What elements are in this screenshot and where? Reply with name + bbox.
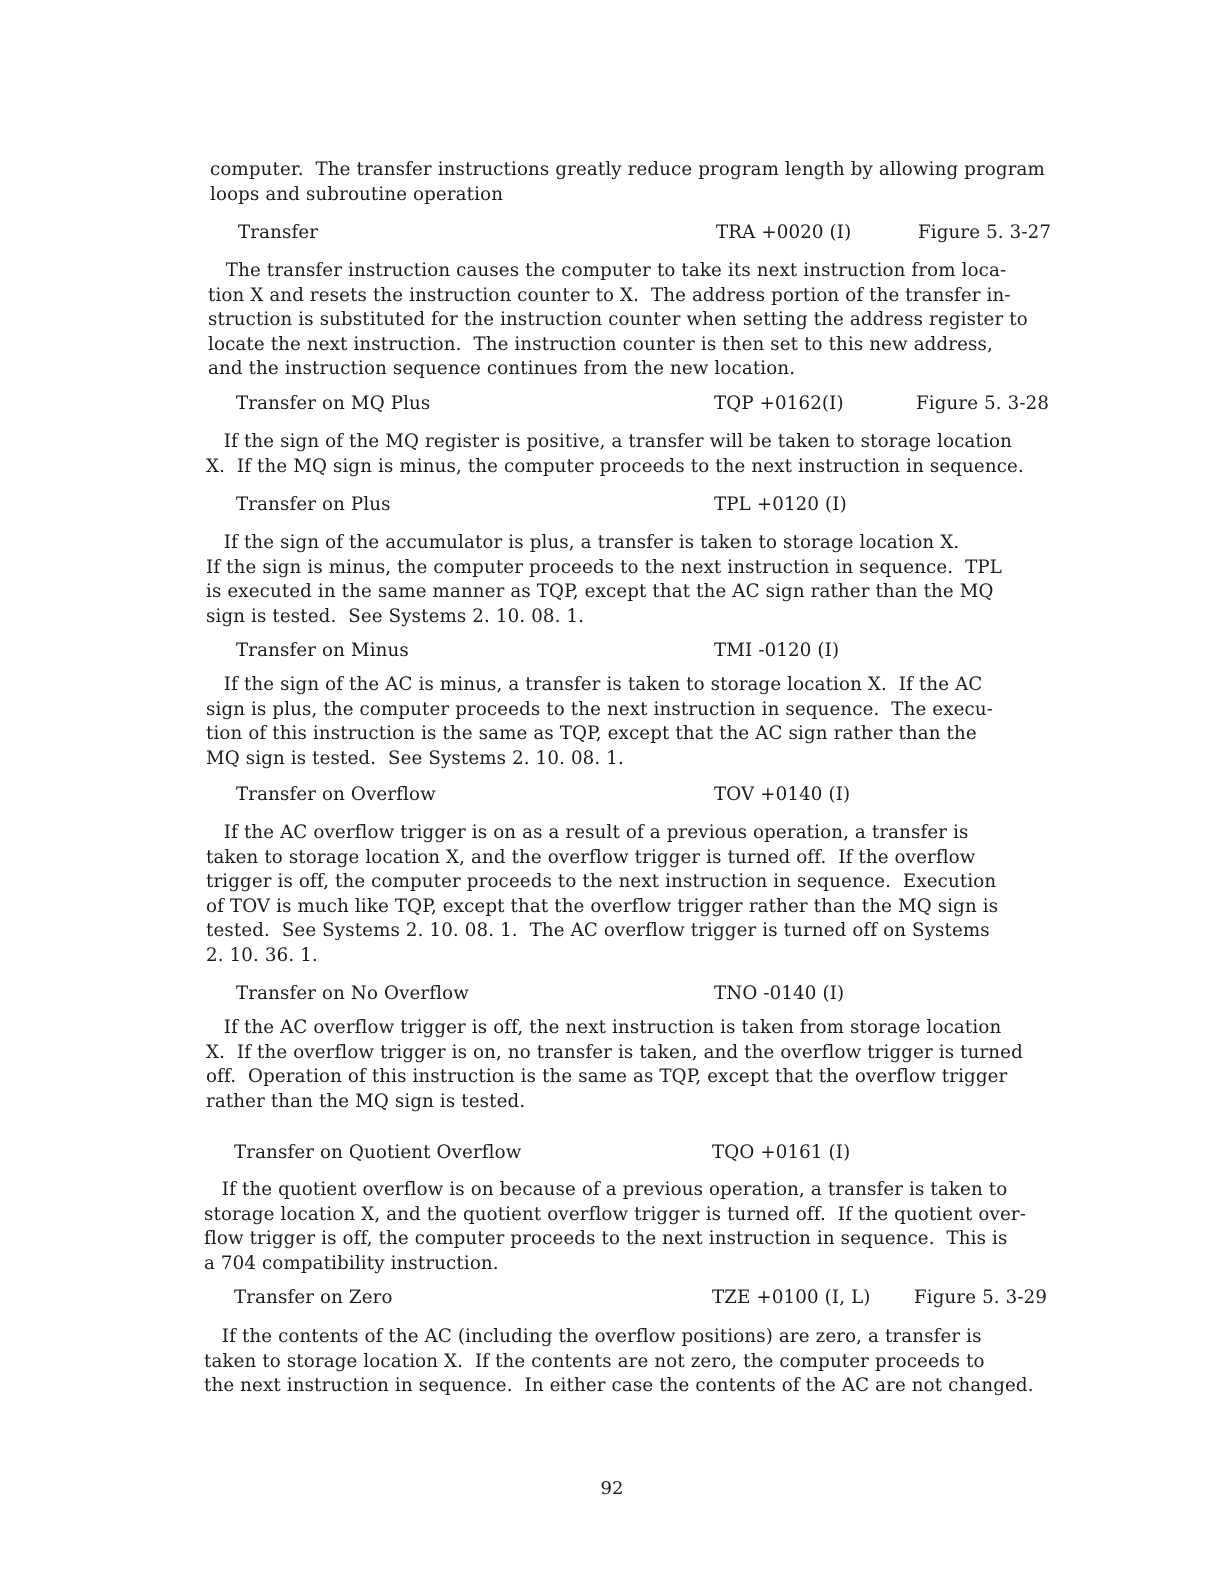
text-line: off. Operation of this instruction is the same as TQP, except that the overflow trigger xyxy=(206,1066,1008,1088)
text-line: If the sign is minus, the computer proceeds to the next instruction in sequence. TPL xyxy=(206,556,1002,578)
section-heading-transfer-on-overflow xyxy=(236,782,1066,808)
text-line: If the sign of the MQ register is positive, a transfer will be taken to storage location xyxy=(206,431,1012,452)
text-line: The transfer instruction causes the computer to take its next instruction from loca- xyxy=(208,260,1007,281)
text-line: loops and subroutine operation xyxy=(210,183,504,205)
text-line: If the AC overflow trigger is on as a result of a previous operation, a transfer is xyxy=(206,822,969,843)
figure-reference: Figure 5. 3-27 xyxy=(918,222,1052,243)
instruction-code: TQO +0161 (I) xyxy=(712,1142,851,1163)
section-paragraph-transfer-on-minus xyxy=(206,673,993,771)
text-line: computer. The transfer instructions greatly reduce program length by allowing program xyxy=(210,159,1045,180)
text-line: tested. See Systems 2. 10. 08. 1. The AC overflow trigger is turned off on Systems xyxy=(206,920,990,942)
text-line: the next instruction in sequence. In either case the contents of the AC are not changed. xyxy=(204,1375,1034,1397)
instruction-name: Transfer xyxy=(238,222,319,243)
text-line: sign is tested. See Systems 2. 10. 08. 1. xyxy=(206,605,585,627)
instruction-code: TQP +0162(I) xyxy=(714,393,844,414)
section-paragraph-transfer-on-quotient-overflow xyxy=(204,1178,1026,1276)
instruction-code: TMI -0120 (I) xyxy=(714,640,840,661)
text-line: If the AC overflow trigger is off, the next instruction is taken from storage location xyxy=(206,1017,1002,1038)
instruction-name: Transfer on Minus xyxy=(236,640,409,661)
section-paragraph-transfer-on-no-overflow xyxy=(206,1016,1023,1114)
section-paragraph-transfer-on-zero xyxy=(204,1325,1034,1399)
section-paragraph-transfer xyxy=(208,259,1028,382)
text-line: struction is substituted for the instruction counter when setting the address register to xyxy=(208,309,1028,331)
figure-reference: Figure 5. 3-28 xyxy=(916,393,1050,414)
text-line: 2. 10. 36. 1. xyxy=(206,944,318,966)
text-line: tion of this instruction is the same as TQP, except that the AC sign rather than the xyxy=(206,723,977,745)
instruction-code: TRA +0020 (I) xyxy=(716,222,852,243)
text-line: sign is plus, the computer proceeds to the next instruction in sequence. The execu- xyxy=(206,698,994,720)
section-heading-transfer-on-mq-plus xyxy=(236,391,1066,417)
text-line: taken to storage location X. If the contents are not zero, the computer proceeds to xyxy=(204,1350,985,1372)
text-line: X. If the MQ sign is minus, the computer proceeds to the next instruction in sequence. xyxy=(206,455,1024,477)
text-line: MQ sign is tested. See Systems 2. 10. 08. 1. xyxy=(206,747,624,769)
text-line: trigger is off, the computer proceeds to the next instruction in sequence. Execution xyxy=(206,871,997,893)
section-paragraph-transfer-on-mq-plus xyxy=(206,430,1024,479)
section-heading-transfer-on-zero xyxy=(234,1285,1064,1311)
text-line: storage location X, and the quotient overflow trigger is turned off. If the quotient over- xyxy=(204,1203,1027,1225)
instruction-code: TPL +0120 (I) xyxy=(714,494,847,515)
text-line: tion X and resets the instruction counter to X. The address portion of the transfer in- xyxy=(208,284,1011,306)
text-line: flow trigger is off, the computer proceeds to the next instruction in sequence. This is xyxy=(204,1228,1008,1250)
text-line: If the quotient overflow is on because of a previous operation, a transfer is taken to xyxy=(204,1179,1008,1200)
text-line: and the instruction sequence continues from the new location. xyxy=(208,358,796,380)
text-line: rather than the MQ sign is tested. xyxy=(206,1090,526,1112)
text-line: is executed in the same manner as TQP, except that the AC sign rather than the MQ xyxy=(206,581,994,603)
section-heading-transfer xyxy=(238,220,1068,246)
instruction-name: Transfer on Zero xyxy=(234,1287,393,1308)
instruction-code: TZE +0100 (I, L) xyxy=(712,1287,871,1308)
text-line: taken to storage location X, and the overflow trigger is turned off. If the overflow xyxy=(206,846,976,868)
page-number: 92 xyxy=(600,1478,624,1499)
section-paragraph-transfer-on-plus xyxy=(206,531,1002,629)
text-line: X. If the overflow trigger is on, no transfer is taken, and the overflow trigger is turned xyxy=(206,1041,1023,1063)
text-line: If the sign of the AC is minus, a transfer is taken to storage location X. If the AC xyxy=(206,674,983,695)
section-heading-transfer-on-plus xyxy=(236,492,1066,518)
instruction-name: Transfer on No Overflow xyxy=(236,983,469,1004)
instruction-name: Transfer on Overflow xyxy=(236,784,436,805)
instruction-name: Transfer on Quotient Overflow xyxy=(234,1142,522,1163)
text-line: If the contents of the AC (including the overflow positions) are zero, a transfer is xyxy=(204,1326,982,1347)
text-line: of TOV is much like TQP, except that the overflow trigger rather than the MQ sign is xyxy=(206,895,999,917)
section-heading-transfer-on-quotient-overflow xyxy=(234,1140,1064,1166)
instruction-code: TOV +0140 (I) xyxy=(714,784,851,805)
text-line: a 704 compatibility instruction. xyxy=(204,1252,499,1274)
section-heading-transfer-on-minus xyxy=(236,638,1066,664)
instruction-name: Transfer on Plus xyxy=(236,494,391,515)
section-paragraph-transfer-on-overflow xyxy=(206,821,998,969)
intro-paragraph xyxy=(210,158,1045,207)
instruction-name: Transfer on MQ Plus xyxy=(236,393,431,414)
text-line: locate the next instruction. The instruction counter is then set to this new address, xyxy=(208,333,993,355)
instruction-code: TNO -0140 (I) xyxy=(714,983,845,1004)
section-heading-transfer-on-no-overflow xyxy=(236,981,1066,1007)
text-line: If the sign of the accumulator is plus, a transfer is taken to storage location X. xyxy=(206,532,960,553)
figure-reference: Figure 5. 3-29 xyxy=(914,1287,1048,1308)
